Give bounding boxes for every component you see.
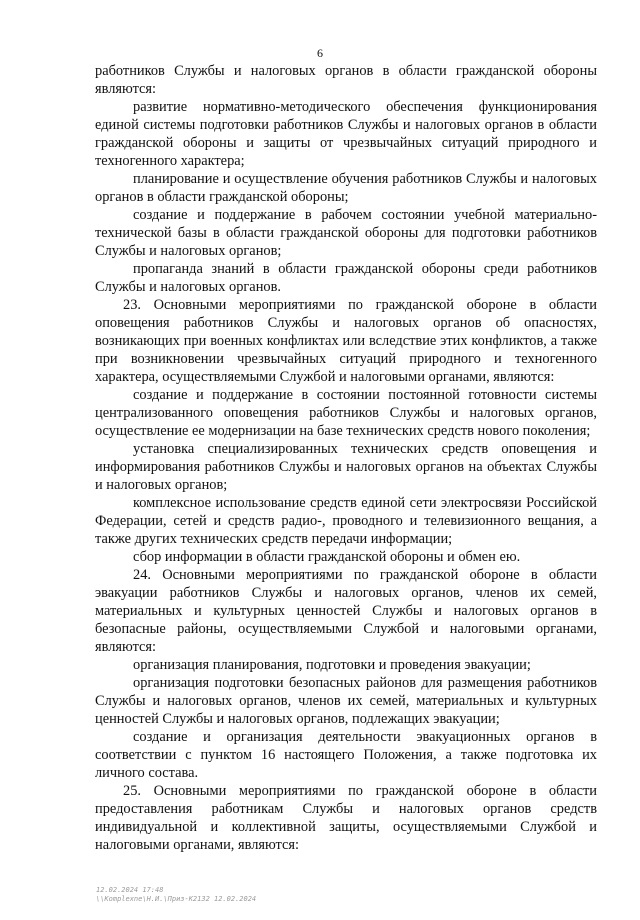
clause-25: 25. Основными мероприятиями по гражданской обороне в области предоставления работникам Службы и налоговых органов средств индивидуальной и коллективной защиты, осуществляемыми Службой и налоговыми органами, являются:	[95, 783, 597, 853]
list-item-propaganda: пропаганда знаний в области гражданской обороны среди работников Службы и налоговых органов.	[95, 261, 597, 295]
list-item-planning: планирование и осуществление обучения работников Службы и налоговых органов в области гражданской обороны;	[95, 171, 597, 205]
stamp-datetime: 12.02.2024 17:48	[96, 886, 164, 894]
print-stamp	[96, 886, 256, 904]
list-item-evacuation-bodies: создание и организация деятельности эвакуационных органов в соответствии с пунктом 16 настоящего Положения, а также подготовка их личного состава.	[95, 729, 597, 781]
list-item-training-base: создание и поддержание в рабочем состоянии учебной материально-технической базы в области гражданской обороны для подготовки работников Службы и налоговых органов;	[95, 207, 597, 259]
clause-24: 24. Основными мероприятиями по гражданской обороне в области эвакуации работников Службы и налоговых органов, членов их семей, материальных и культурных ценностей Службы и налоговых органов в безопасные районы, осуществляемыми Службой и налоговыми органами, являются:	[95, 567, 597, 655]
clause-23: 23. Основными мероприятиями по гражданской обороне в области оповещения работников Службы и налоговых органов об опасностях, возникающих при военных конфликтах или вследствие этих конфликтов, а также при возникновении чрезвычайных ситуаций природного и техногенного характера, осуществляемыми Службой и налоговыми органами, являются:	[95, 297, 597, 385]
list-item-evacuation-planning: организация планирования, подготовки и проведения эвакуации;	[133, 657, 531, 673]
list-item-installation: установка специализированных технических средств оповещения и информирования работников Службы и налоговых органов на объектах Службы и налоговых органов;	[95, 441, 597, 493]
list-item-safe-areas: организация подготовки безопасных районов для размещения работников Службы и налоговых органов, членов их семей, материальных и культурных ценностей Службы и налоговых органов, подлежащих эвакуации;	[95, 675, 597, 727]
paragraph-intro: работников Службы и налоговых органов в области гражданской обороны являются:	[95, 63, 597, 97]
list-item-info-exchange: сбор информации в области гражданской обороны и обмен ею.	[133, 549, 521, 565]
document-body	[95, 62, 597, 854]
list-item-warning-system: создание и поддержание в состоянии постоянной готовности системы централизованного оповещения работников Службы и налоговых органов, осуществление ее модернизации на базе технических средств нового поколения;	[95, 387, 597, 439]
page-number: 6	[317, 46, 323, 60]
list-item-development: развитие нормативно-методического обеспечения функционирования единой системы подготовки работников Службы и налоговых органов в области гражданской обороны и защиты от чрезвычайных ситуаций природного и техногенного характера;	[95, 99, 597, 169]
stamp-path: \\Komplexne\Н.И.\Приз-К2132 12.02.2024	[96, 895, 257, 903]
list-item-telecom: комплексное использование средств единой сети электросвязи Российской Федерации, сетей и средств радио-, проводного и телевизионного вещания, а также других технических средств передачи информации;	[95, 495, 597, 547]
